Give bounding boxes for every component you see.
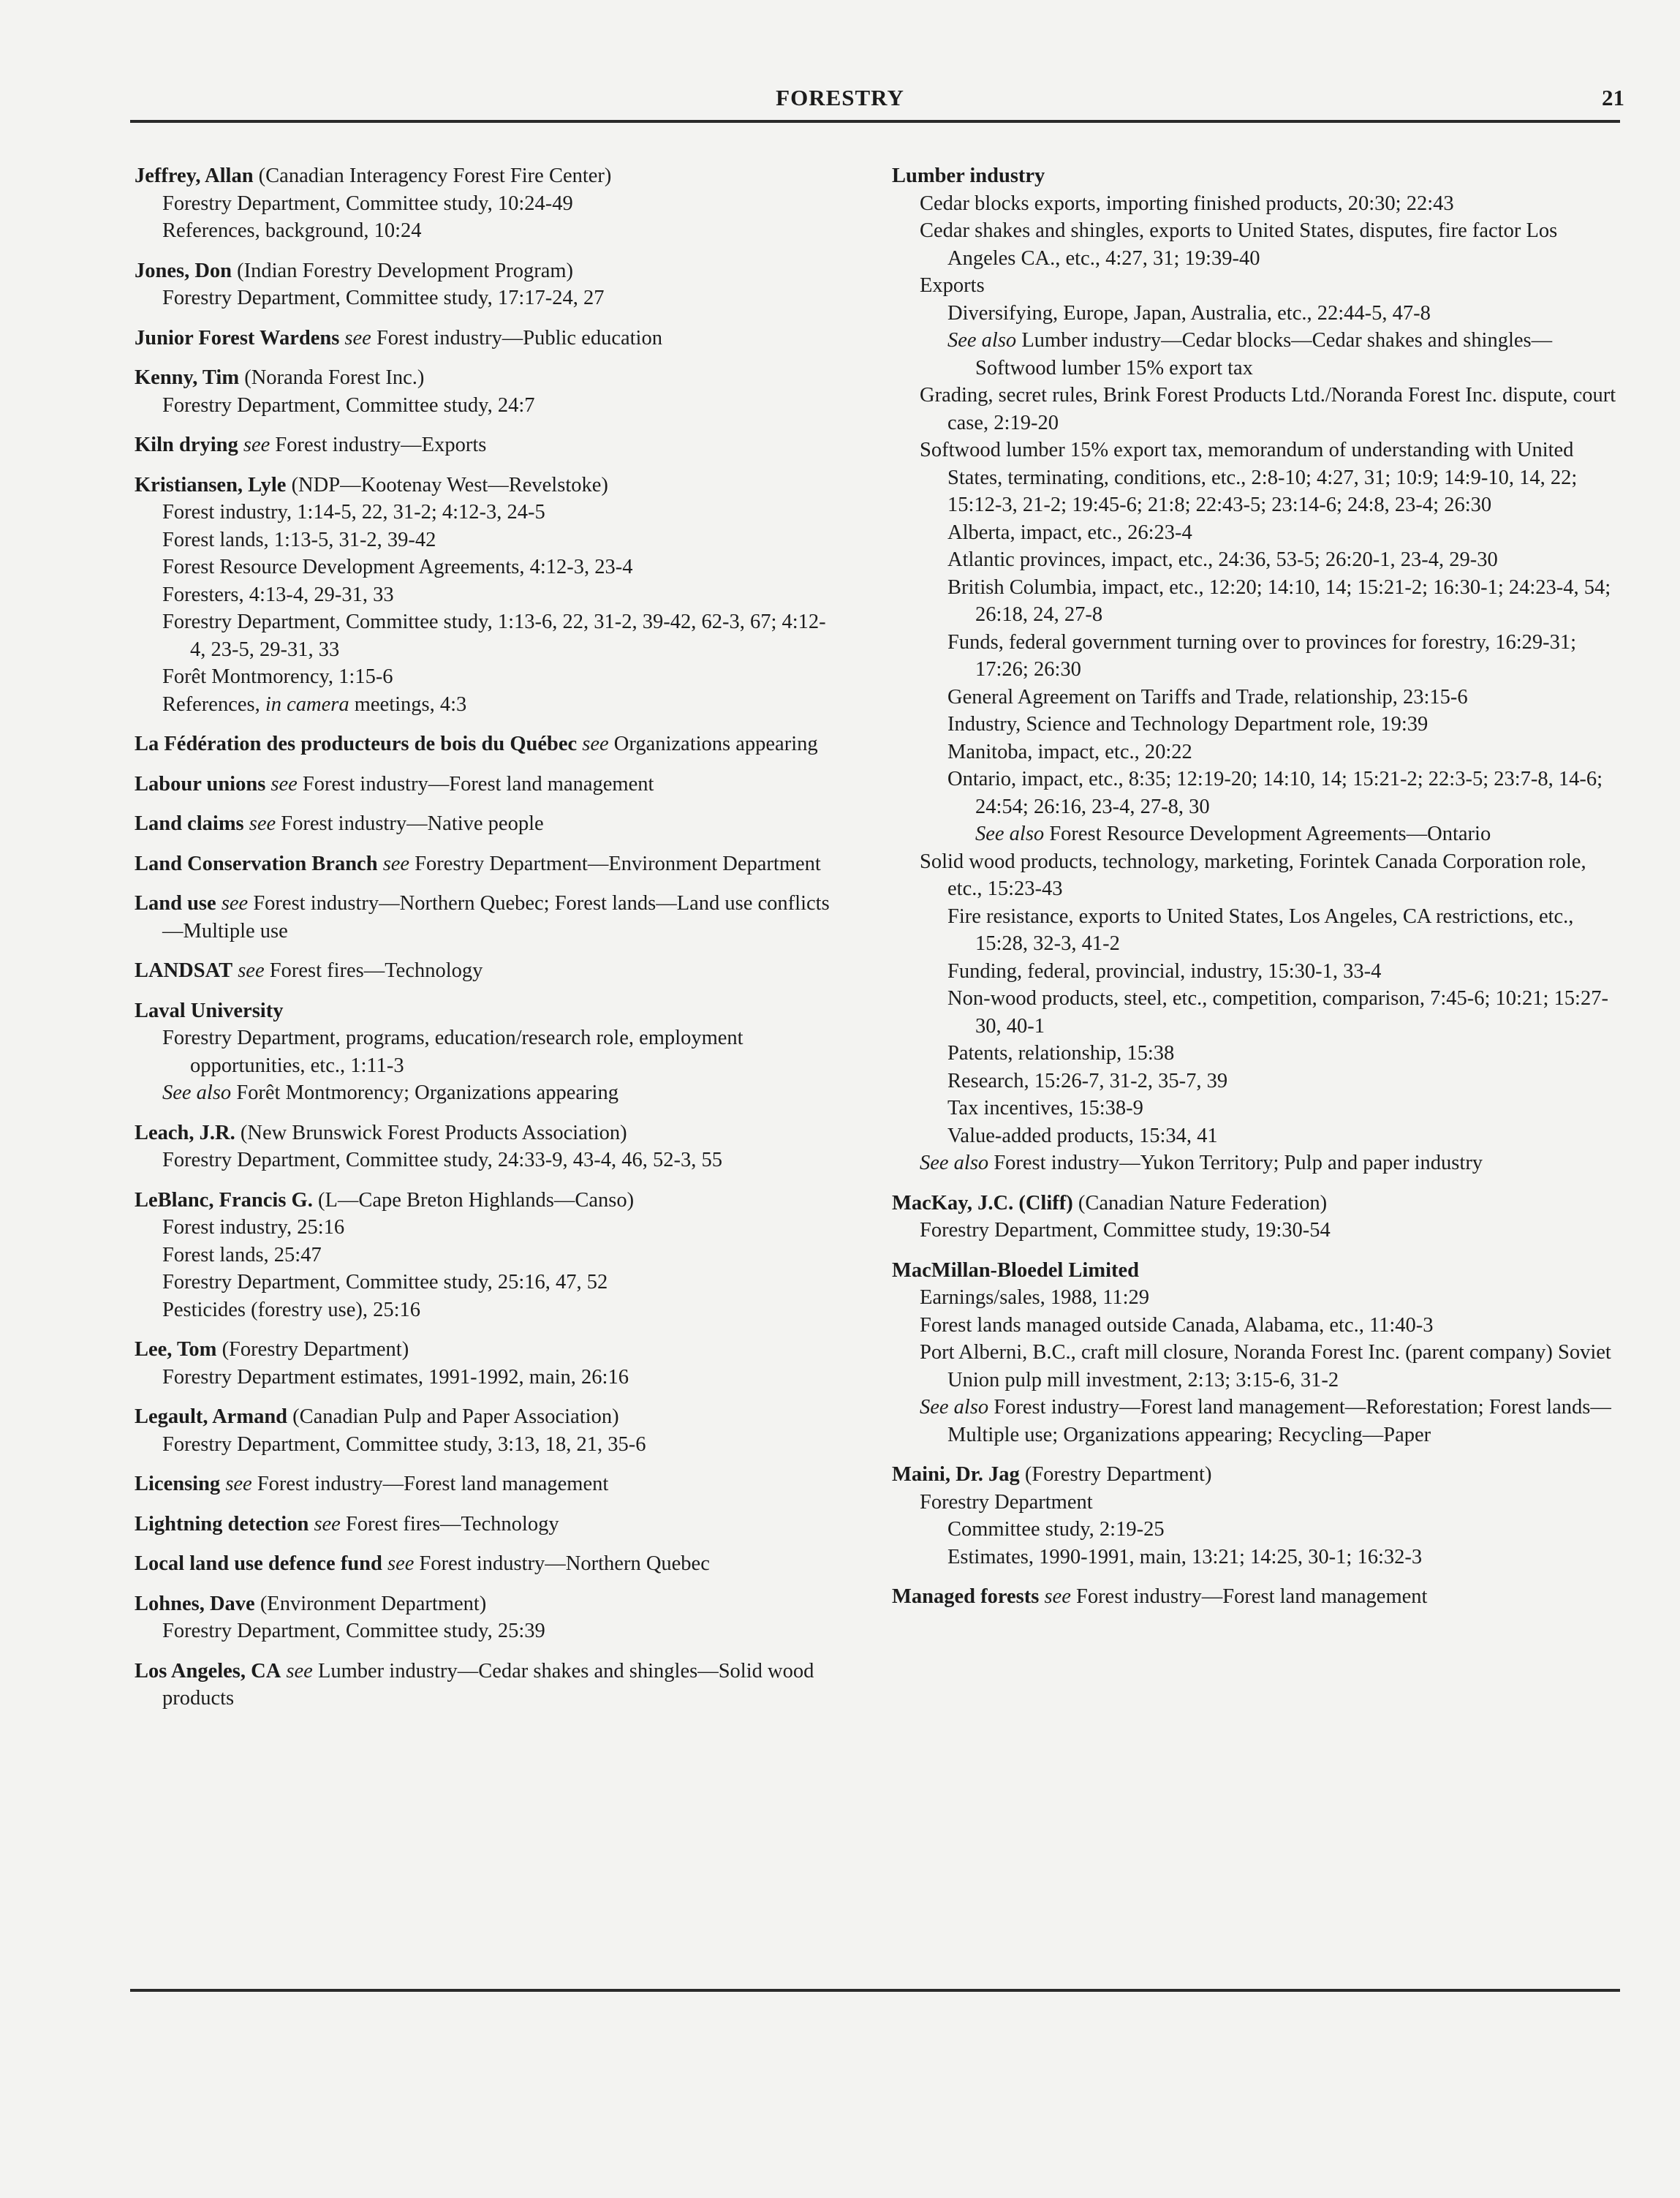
entry-detail: Forest fires—Technology bbox=[264, 959, 483, 982]
entry-term: Labour unions bbox=[135, 772, 266, 796]
sub-entry bbox=[947, 766, 1623, 820]
sub-entry-text: Forestry Department, Committee study, 17:17-24, 27 bbox=[162, 287, 605, 309]
sub-entry-text: Cedar shakes and shingles, exports to United States, disputes, fire factor Los Angeles CA., etc., 4:27, 31; 19:39-40 bbox=[920, 219, 1558, 270]
entry-heading bbox=[135, 957, 836, 985]
entry-heading bbox=[135, 1336, 836, 1364]
sub-entry bbox=[162, 526, 836, 554]
entry-term: Los Angeles, CA bbox=[135, 1659, 281, 1683]
entry-heading bbox=[135, 1403, 836, 1431]
sub-entry bbox=[162, 663, 836, 691]
sub-entry-text: Port Alberni, B.C., craft mill closure, Noranda Forest Inc. (parent company) Soviet Union pulp mill investment, 2:13; 3:15-6, 31-2 bbox=[920, 1341, 1611, 1391]
sub-entry-text: Diversifying, Europe, Japan, Australia, etc., 22:44-5, 47-8 bbox=[947, 301, 1431, 325]
entry-term: Leach, J.R. bbox=[135, 1121, 235, 1144]
sub-entry bbox=[947, 1040, 1623, 1068]
index-entry bbox=[135, 431, 836, 459]
entry-heading bbox=[135, 431, 836, 459]
sub-entry-text: General Agreement on Tariffs and Trade, relationship, 23:15-6 bbox=[947, 685, 1468, 709]
index-entry bbox=[135, 1470, 836, 1498]
entry-detail: Forest industry—Exports bbox=[270, 434, 487, 456]
entry-term: LeBlanc, Francis G. bbox=[135, 1188, 313, 1212]
sub-entry bbox=[920, 848, 1623, 903]
index-entry bbox=[135, 890, 836, 945]
index-entry bbox=[135, 1403, 836, 1458]
sub-entry-text: Lumber industry—Cedar blocks—Cedar shakes and shingles—Softwood lumber 15% export tax bbox=[975, 329, 1553, 379]
page-number: 21 bbox=[1602, 85, 1624, 110]
sub-entry bbox=[162, 581, 836, 609]
entry-heading bbox=[135, 730, 836, 758]
entry-heading bbox=[892, 162, 1623, 190]
sub-entry-text: Forest Resource Development Agreements, 4:12-3, 23-4 bbox=[162, 556, 633, 578]
sub-entry bbox=[947, 1516, 1623, 1544]
see-reference-label: see bbox=[344, 326, 371, 350]
entry-heading bbox=[135, 162, 836, 190]
sub-entry-text: Committee study, 2:19-25 bbox=[947, 1518, 1165, 1541]
sub-entry bbox=[947, 903, 1623, 958]
entry-term: Laval University bbox=[135, 999, 284, 1022]
see-reference-label: see bbox=[314, 1512, 341, 1536]
sub-entry bbox=[920, 272, 1623, 300]
sub-entry-text: Forestry Department, Committee study, 3:13, 18, 21, 35-6 bbox=[162, 1432, 646, 1456]
sub-entry bbox=[162, 1617, 836, 1645]
sub-entry-text: References, bbox=[162, 692, 265, 716]
sub-entry bbox=[920, 1312, 1623, 1340]
sub-entry-text: Forest Resource Development Agreements—Ontario bbox=[1044, 823, 1491, 845]
entry-term: Licensing bbox=[135, 1473, 221, 1495]
entry-term: Lohnes, Dave bbox=[135, 1592, 255, 1615]
entry-detail: Forest fires—Technology bbox=[340, 1512, 559, 1536]
sub-entry bbox=[947, 574, 1623, 629]
sub-entry bbox=[162, 1214, 836, 1242]
see-reference-label: see bbox=[582, 733, 609, 755]
sub-entry-text: Pesticides (forestry use), 25:16 bbox=[162, 1298, 421, 1321]
see-reference-label: see bbox=[1044, 1585, 1071, 1608]
entry-term: Junior Forest Wardens bbox=[135, 326, 340, 350]
entry-heading bbox=[135, 1658, 836, 1712]
entry-term: Lightning detection bbox=[135, 1512, 309, 1536]
sub-entry-text: Cedar blocks exports, importing finished products, 20:30; 22:43 bbox=[920, 192, 1454, 215]
sub-entry-text: Solid wood products, technology, marketing, Forintek Canada Corporation role, etc., 15:23-43 bbox=[920, 850, 1586, 900]
sub-entry-text: Alberta, impact, etc., 26:23-4 bbox=[947, 521, 1192, 544]
sub-entry-text: Value-added products, 15:34, 41 bbox=[947, 1124, 1218, 1147]
sub-entry bbox=[162, 608, 836, 663]
index-entry bbox=[135, 1187, 836, 1324]
sub-entry-text: Earnings/sales, 1988, 11:29 bbox=[920, 1286, 1149, 1309]
entry-detail: Forest industry—Northern Quebec bbox=[414, 1552, 710, 1575]
sub-entry bbox=[947, 327, 1623, 382]
sub-entry-text: Forestry Department estimates, 1991-1992, main, 26:16 bbox=[162, 1365, 629, 1389]
sub-entry bbox=[162, 284, 836, 312]
sub-entry bbox=[162, 190, 836, 218]
entry-heading bbox=[135, 257, 836, 285]
sub-entry-text: British Columbia, impact, etc., 12:20; 14:10, 14; 15:21-2; 16:30-1; 24:23-4, 54; 26:18, 24, 27-8 bbox=[947, 575, 1611, 626]
index-entry bbox=[135, 1511, 836, 1538]
sub-entry bbox=[947, 629, 1623, 684]
see-reference-label: see bbox=[270, 772, 298, 796]
entry-detail: Forest industry—Native people bbox=[276, 812, 544, 835]
sub-entry-text: Industry, Science and Technology Department role, 19:39 bbox=[947, 713, 1429, 736]
entry-term: Kristiansen, Lyle bbox=[135, 473, 287, 496]
sub-entry-text: Tax incentives, 15:38-9 bbox=[947, 1097, 1143, 1119]
sub-entry-text: Grading, secret rules, Brink Forest Products Ltd./Noranda Forest Inc. dispute, court case, 2:19-20 bbox=[920, 384, 1616, 434]
entry-term: Legault, Armand bbox=[135, 1405, 288, 1428]
index-entry bbox=[892, 1461, 1623, 1571]
sub-entry bbox=[920, 1149, 1623, 1177]
entry-detail: Lumber industry—Cedar shakes and shingles—Solid wood products bbox=[162, 1659, 814, 1710]
entry-heading bbox=[135, 1187, 836, 1215]
sub-entry-text: Forestry Department, Committee study, 24:7 bbox=[162, 393, 535, 417]
index-entry bbox=[135, 1550, 836, 1578]
sub-entry-text: Atlantic provinces, impact, etc., 24:36, 53-5; 26:20-1, 23-4, 29-30 bbox=[947, 548, 1498, 571]
sub-entry-text: Forest lands, 1:13-5, 31-2, 39-42 bbox=[162, 528, 436, 551]
sub-entry bbox=[162, 1296, 836, 1324]
italic-text: See also bbox=[162, 1081, 232, 1104]
entry-detail: Forest industry—Forest land management bbox=[297, 772, 654, 796]
entry-term: Kiln drying bbox=[135, 434, 238, 456]
header-rule bbox=[130, 120, 1620, 123]
entry-term: MacKay, J.C. (Cliff) bbox=[892, 1191, 1073, 1215]
sub-entry-text: meetings, 4:3 bbox=[349, 692, 467, 716]
sub-entry-text: Forest lands, 25:47 bbox=[162, 1243, 322, 1266]
entry-heading bbox=[892, 1583, 1623, 1611]
see-reference-label: see bbox=[225, 1473, 252, 1495]
entry-detail: Forestry Department—Environment Department bbox=[409, 852, 821, 875]
sub-entry bbox=[920, 382, 1623, 437]
sub-entry-text: Forest industry, 1:14-5, 22, 31-2; 4:12-3, 24-5 bbox=[162, 501, 545, 524]
entry-detail: (Noranda Forest Inc.) bbox=[239, 366, 425, 389]
sub-entry-text: Forestry Department, Committee study, 25:39 bbox=[162, 1620, 545, 1642]
sub-entry-text: Ontario, impact, etc., 8:35; 12:19-20; 14:10, 14; 15:21-2; 22:3-5; 23:7-8, 14-6; 24:54; 26:16, 23-4, 27-8, 30 bbox=[947, 768, 1603, 818]
sub-entry-text: Patents, relationship, 15:38 bbox=[947, 1042, 1175, 1065]
sub-entry-text: Softwood lumber 15% export tax, memorandum of understanding with United States, terminating, conditions, etc., 2:8-10; 4:27, 31; 10:9; 14:9-10, 14, 22; 15:12-3, 21-2; 19:45-6; 21:8; 22:43-5; 23:14-6; 24:8, 23-4; 26:30 bbox=[920, 439, 1578, 516]
entry-term: Land claims bbox=[135, 812, 244, 835]
see-reference-label: see bbox=[249, 812, 276, 835]
index-entry bbox=[135, 810, 836, 838]
italic-text: See also bbox=[947, 329, 1017, 352]
italic-text: See also bbox=[920, 1152, 989, 1174]
sub-entry bbox=[947, 300, 1623, 328]
sub-entry bbox=[162, 1269, 836, 1296]
entry-detail: (Forestry Department) bbox=[1019, 1463, 1212, 1486]
entry-term: Lee, Tom bbox=[135, 1338, 217, 1361]
italic-text: See also bbox=[975, 823, 1045, 845]
entry-detail: (Canadian Nature Federation) bbox=[1072, 1191, 1328, 1215]
footer-rule bbox=[130, 1989, 1620, 1992]
index-entry bbox=[892, 1190, 1623, 1245]
sub-entry bbox=[162, 499, 836, 526]
index-column-right bbox=[892, 162, 1623, 1623]
entry-detail: Forest industry—Northern Quebec; Forest lands—Land use conflicts—Multiple use bbox=[162, 892, 830, 943]
entry-heading bbox=[135, 1550, 836, 1578]
sub-entry bbox=[162, 1079, 836, 1107]
see-reference-label: see bbox=[243, 434, 270, 456]
entry-term: La Fédération des producteurs de bois du Québec bbox=[135, 733, 578, 755]
index-entry bbox=[135, 1336, 836, 1391]
entry-heading bbox=[135, 1511, 836, 1538]
entry-term: Land use bbox=[135, 892, 216, 915]
entry-term: Kenny, Tim bbox=[135, 366, 240, 389]
sub-entry bbox=[947, 546, 1623, 574]
sub-entry-text: Forestry Department, Committee study, 25:16, 47, 52 bbox=[162, 1271, 608, 1294]
sub-entry-text: Non-wood products, steel, etc., competition, comparison, 7:45-6; 10:21; 15:27-30, 40-1 bbox=[947, 987, 1608, 1038]
entry-detail: Forest industry—Forest land management bbox=[251, 1473, 609, 1495]
sub-entry-text: Forest industry, 25:16 bbox=[162, 1216, 345, 1239]
index-entry bbox=[135, 730, 836, 758]
sub-entry bbox=[947, 1068, 1623, 1095]
sub-entry-text: Fire resistance, exports to United States, Los Angeles, CA restrictions, etc., 15:28, 32-3, 41-2 bbox=[947, 904, 1574, 955]
entry-term: LANDSAT bbox=[135, 959, 233, 982]
index-entry bbox=[892, 1257, 1623, 1449]
entry-detail: (L—Cape Breton Highlands—Canso) bbox=[312, 1188, 635, 1212]
sub-entry-text: Manitoba, impact, etc., 20:22 bbox=[947, 740, 1192, 763]
index-entry bbox=[892, 1583, 1623, 1611]
italic-text: See also bbox=[920, 1396, 989, 1419]
sub-entry bbox=[947, 711, 1623, 739]
sub-entry-text: Forêt Montmorency; Organizations appearing bbox=[231, 1081, 618, 1104]
entry-term: Maini, Dr. Jag bbox=[892, 1463, 1020, 1486]
entry-detail: (Forestry Department) bbox=[216, 1338, 409, 1361]
entry-heading bbox=[135, 325, 836, 352]
index-entry bbox=[135, 997, 836, 1107]
entry-heading bbox=[135, 472, 836, 499]
sub-entry bbox=[947, 985, 1623, 1040]
sub-entry-text: Funds, federal government turning over to provinces for forestry, 16:29-31; 17:26; 26:30 bbox=[947, 630, 1577, 681]
entry-heading bbox=[892, 1461, 1623, 1489]
entry-heading bbox=[135, 1119, 836, 1147]
entry-heading bbox=[135, 364, 836, 392]
sub-entry bbox=[975, 820, 1623, 848]
sub-entry bbox=[920, 437, 1623, 519]
sub-entry-text: Foresters, 4:13-4, 29-31, 33 bbox=[162, 583, 394, 606]
sub-entry bbox=[947, 1095, 1623, 1122]
entry-term: Jones, Don bbox=[135, 259, 232, 282]
sub-entry-text: References, background, 10:24 bbox=[162, 219, 422, 242]
entry-heading bbox=[135, 890, 836, 945]
entry-term: Jeffrey, Allan bbox=[135, 165, 254, 187]
sub-entry bbox=[162, 1024, 836, 1079]
index-entry bbox=[135, 162, 836, 245]
italic-text: in camera bbox=[265, 692, 349, 716]
index-entry bbox=[135, 364, 836, 419]
sub-entry-text: Forêt Montmorency, 1:15-6 bbox=[162, 665, 393, 688]
index-entry bbox=[135, 472, 836, 719]
see-reference-label: see bbox=[286, 1659, 313, 1683]
sub-entry-text: Forest lands managed outside Canada, Alabama, etc., 11:40-3 bbox=[920, 1313, 1434, 1337]
sub-entry bbox=[947, 1544, 1623, 1571]
entry-heading bbox=[135, 997, 836, 1025]
entry-heading bbox=[135, 850, 836, 878]
index-entry bbox=[892, 162, 1623, 1177]
sub-entry-text: Estimates, 1990-1991, main, 13:21; 14:25, 30-1; 16:32-3 bbox=[947, 1545, 1423, 1568]
sub-entry bbox=[162, 1431, 836, 1459]
index-entry bbox=[135, 1590, 836, 1645]
entry-detail: (Environment Department) bbox=[254, 1592, 487, 1615]
index-entry bbox=[135, 1119, 836, 1174]
index-entry bbox=[135, 325, 836, 352]
index-entry bbox=[135, 771, 836, 798]
sub-entry-text: Funding, federal, provincial, industry, 15:30-1, 33-4 bbox=[947, 959, 1382, 983]
entry-detail: Organizations appearing bbox=[608, 733, 818, 755]
entry-detail: Forest industry—Forest land management bbox=[1070, 1585, 1428, 1608]
index-column-left bbox=[135, 162, 836, 1725]
sub-entry-text: Forestry Department, Committee study, 1:13-6, 22, 31-2, 39-42, 62-3, 67; 4:12-4, 23-5, 29-31, 33 bbox=[162, 611, 826, 661]
sub-entry-text: Forestry Department, Committee study, 24:33-9, 43-4, 46, 52-3, 55 bbox=[162, 1149, 722, 1171]
sub-entry-text: Forestry Department bbox=[920, 1490, 1093, 1514]
entry-term: Lumber industry bbox=[892, 165, 1045, 187]
sub-entry bbox=[947, 684, 1623, 711]
entry-detail: (Canadian Interagency Forest Fire Center) bbox=[253, 165, 612, 187]
sub-entry bbox=[920, 1284, 1623, 1312]
entry-detail: (New Brunswick Forest Products Association) bbox=[235, 1121, 627, 1144]
entry-detail: (NDP—Kootenay West—Revelstoke) bbox=[286, 473, 608, 496]
sub-entry bbox=[920, 1217, 1623, 1245]
sub-entry bbox=[162, 217, 836, 245]
sub-entry bbox=[947, 739, 1623, 766]
entry-heading bbox=[135, 1470, 836, 1498]
sub-entry bbox=[162, 1242, 836, 1269]
sub-entry bbox=[920, 1489, 1623, 1517]
sub-entry-text: Exports bbox=[920, 274, 985, 297]
sub-entry bbox=[162, 691, 836, 719]
entry-heading bbox=[135, 771, 836, 798]
sub-entry-text: Forestry Department, Committee study, 19:30-54 bbox=[920, 1219, 1331, 1242]
index-entry bbox=[135, 957, 836, 985]
entry-heading bbox=[892, 1257, 1623, 1285]
entry-term: MacMillan-Bloedel Limited bbox=[892, 1258, 1139, 1282]
sub-entry-text: Forestry Department, programs, education/research role, employment opportunities, etc., 1:11-3 bbox=[162, 1027, 743, 1077]
sub-entry bbox=[162, 554, 836, 581]
entry-term: Managed forests bbox=[892, 1585, 1040, 1608]
sub-entry-text: Forest industry—Yukon Territory; Pulp and paper industry bbox=[988, 1152, 1483, 1174]
entry-heading bbox=[135, 810, 836, 838]
index-entry bbox=[135, 257, 836, 312]
running-head: FORESTRY bbox=[776, 85, 904, 110]
sub-entry bbox=[920, 1339, 1623, 1394]
see-reference-label: see bbox=[221, 892, 249, 915]
sub-entry bbox=[162, 1147, 836, 1174]
sub-entry bbox=[162, 392, 836, 420]
see-reference-label: see bbox=[382, 852, 410, 875]
index-entry bbox=[135, 850, 836, 878]
entry-detail: Forest industry—Public education bbox=[371, 326, 662, 350]
sub-entry bbox=[920, 217, 1623, 272]
entry-heading bbox=[892, 1190, 1623, 1217]
sub-entry bbox=[920, 190, 1623, 218]
sub-entry-text: Research, 15:26-7, 31-2, 35-7, 39 bbox=[947, 1069, 1228, 1092]
entry-term: Local land use defence fund bbox=[135, 1552, 382, 1575]
index-entry bbox=[135, 1658, 836, 1712]
entry-detail: (Canadian Pulp and Paper Association) bbox=[287, 1405, 619, 1428]
sub-entry bbox=[947, 1122, 1623, 1150]
sub-entry-text: Forest industry—Forest land management—Reforestation; Forest lands—Multiple use; Organizations appearing; Recycling—Paper bbox=[947, 1396, 1611, 1446]
sub-entry bbox=[947, 958, 1623, 986]
entry-term: Land Conservation Branch bbox=[135, 852, 378, 875]
sub-entry-text: Forestry Department, Committee study, 10:24-49 bbox=[162, 192, 573, 215]
entry-detail: (Indian Forestry Development Program) bbox=[232, 259, 573, 282]
see-reference-label: see bbox=[238, 959, 265, 982]
sub-entry bbox=[947, 519, 1623, 547]
sub-entry bbox=[162, 1364, 836, 1391]
see-reference-label: see bbox=[387, 1552, 415, 1575]
sub-entry bbox=[920, 1394, 1623, 1449]
entry-heading bbox=[135, 1590, 836, 1618]
